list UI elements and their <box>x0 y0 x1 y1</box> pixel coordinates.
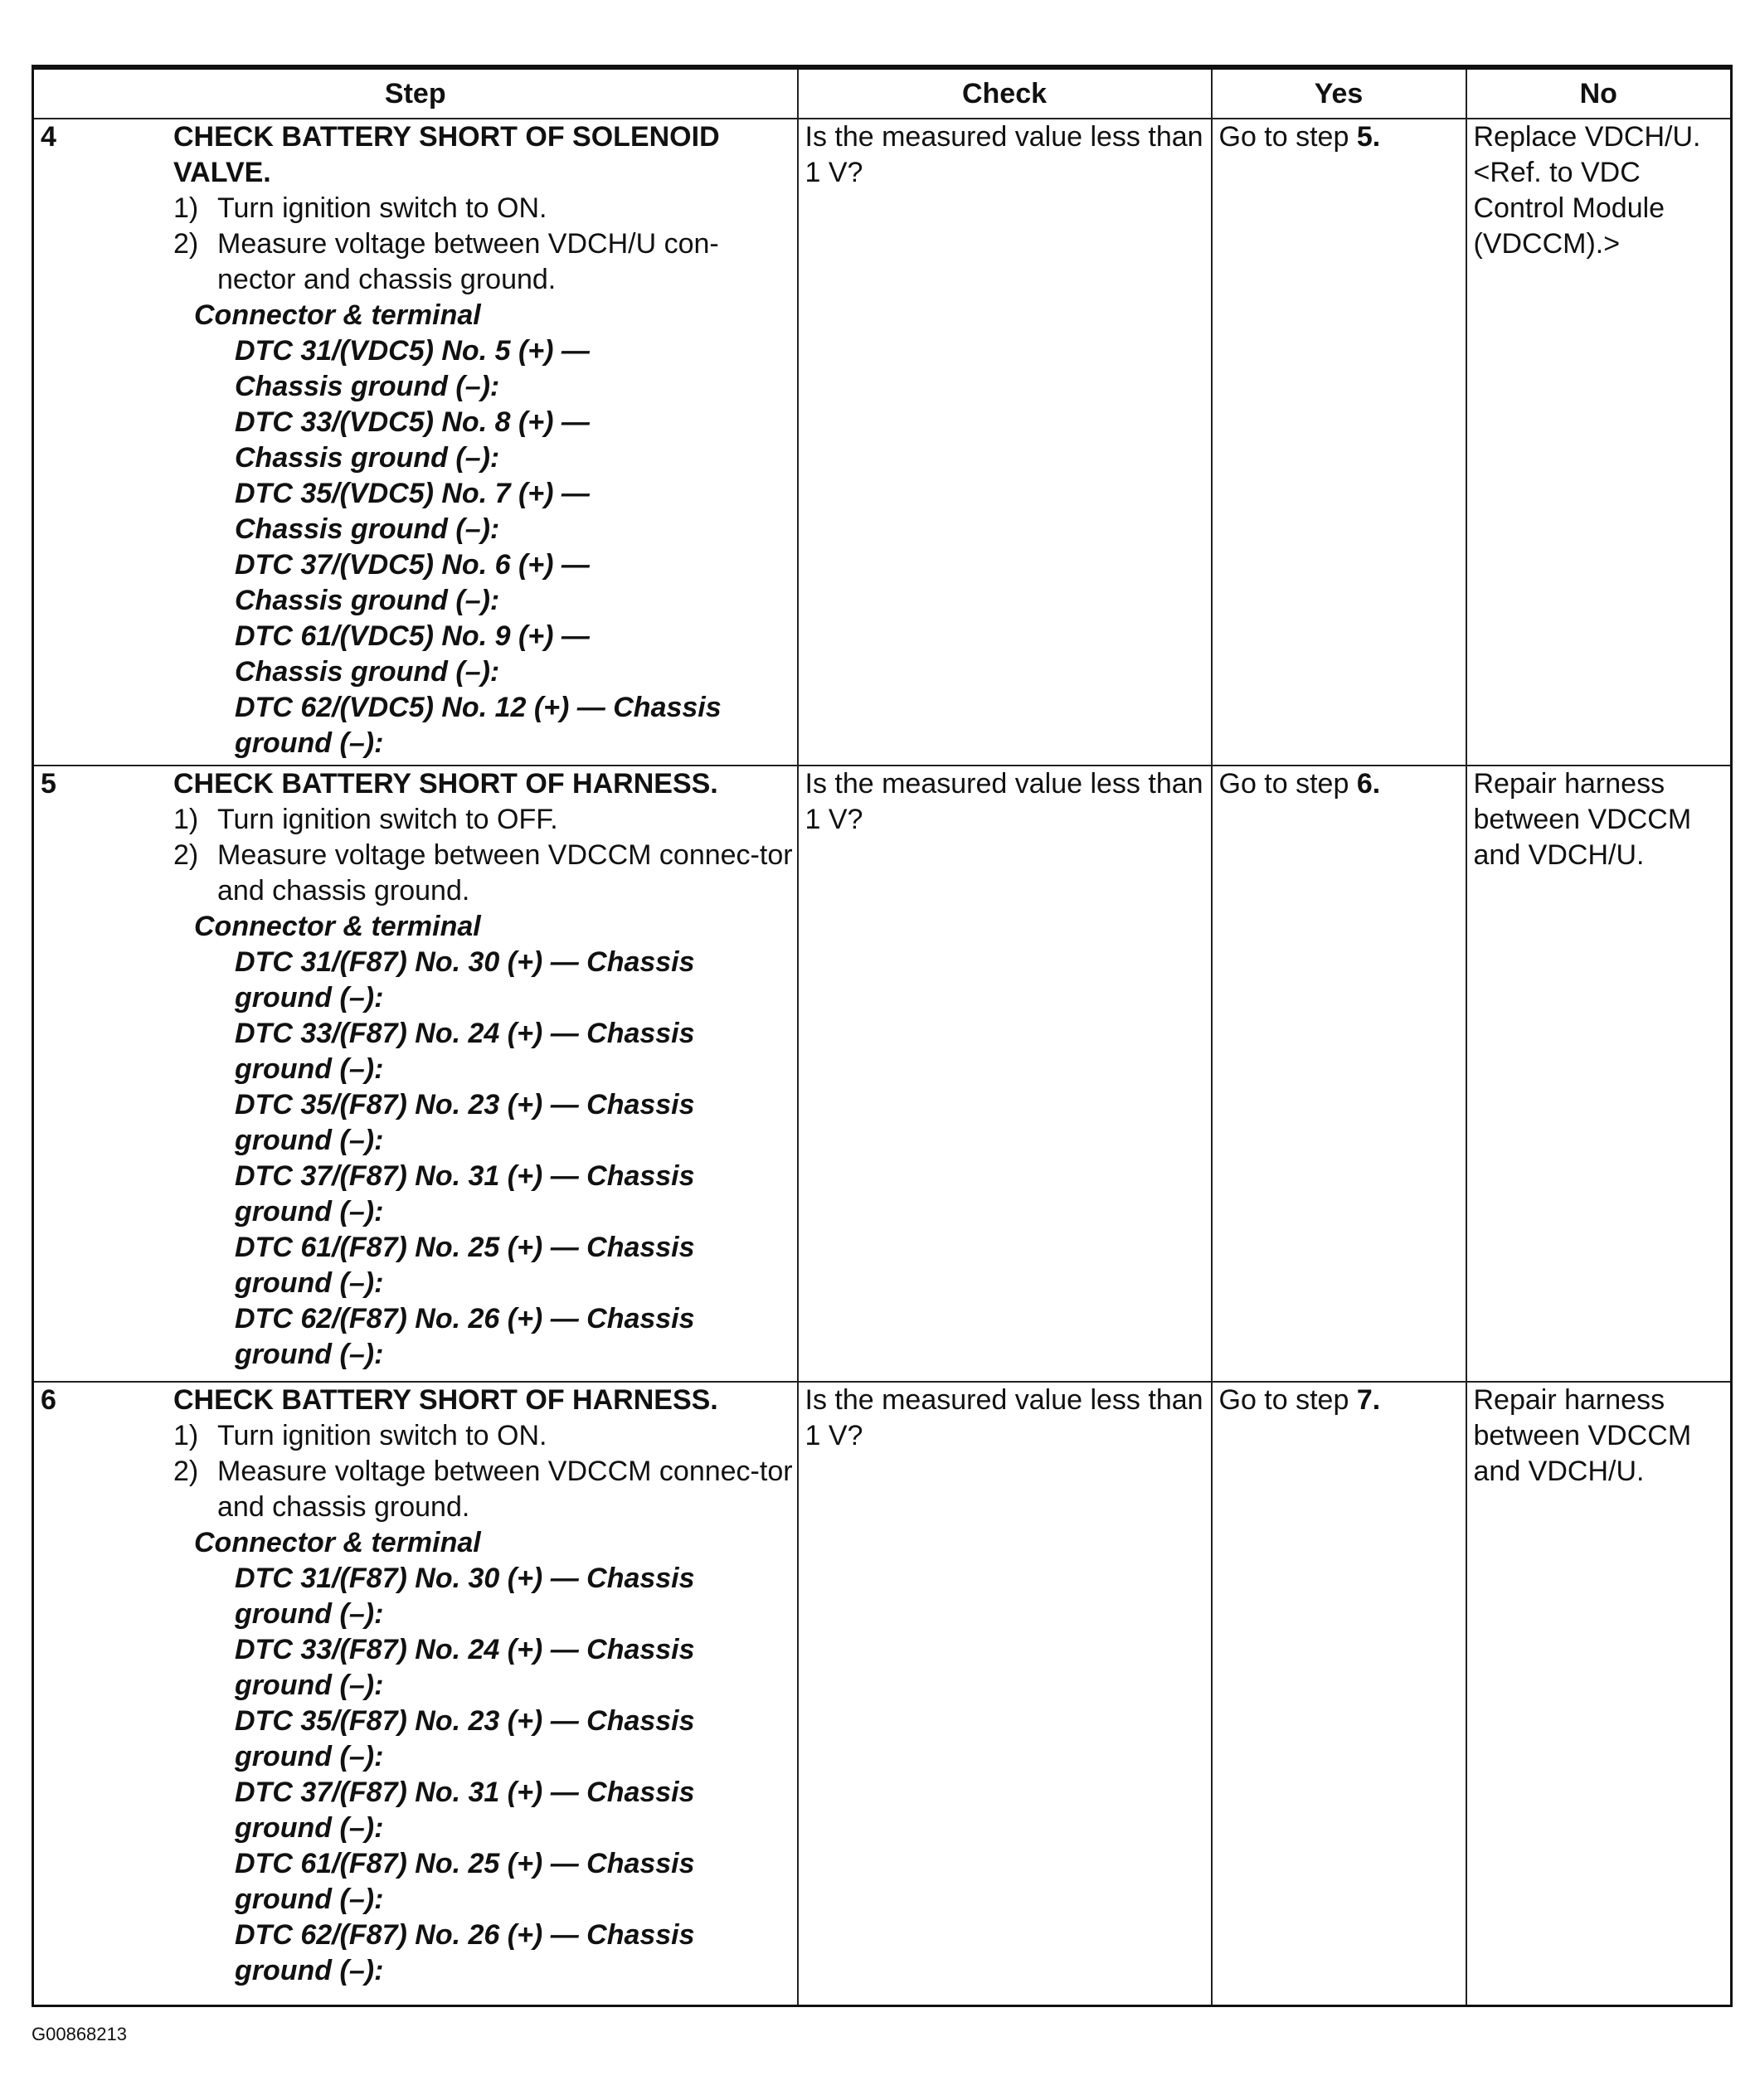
connector-item: DTC 61/(F87) No. 25 (+) — Chassis ground (–): <box>235 1848 695 1915</box>
connector-item: DTC 35/(VDC5) No. 7 (+) — Chassis ground (–): <box>235 478 590 545</box>
no-cell: Replace VDCH/U. <Ref. to VDC Control Module (VDCCM).> <box>1466 119 1732 766</box>
yes-prefix: Go to step <box>1218 1384 1357 1416</box>
step-title: CHECK BATTERY SHORT OF SOLENOID VALVE. <box>173 121 720 188</box>
yes-cell <box>1212 766 1466 1382</box>
instruction <box>173 191 794 226</box>
connector-item: DTC 61/(VDC5) No. 9 (+) — Chassis ground (–): <box>235 620 590 688</box>
header-row <box>33 67 1732 119</box>
connector-item: DTC 35/(F87) No. 23 (+) — Chassis ground (–): <box>235 1089 695 1156</box>
check-cell: Is the measured value less than 1 V? <box>798 119 1212 766</box>
instruction <box>173 1418 794 1454</box>
table-header <box>33 67 1732 119</box>
instruction-number: 1) <box>173 804 199 835</box>
instruction-number: 1) <box>173 192 199 224</box>
yes-step-number: 5. <box>1356 121 1381 153</box>
instruction <box>173 1454 794 1525</box>
step-body <box>173 766 797 1373</box>
instruction <box>173 802 794 838</box>
header-check: Check <box>798 67 1212 119</box>
yes-prefix: Go to step <box>1218 121 1357 153</box>
instruction-text: Turn ignition switch to ON. <box>217 1420 547 1451</box>
connector-item: DTC 62/(F87) No. 26 (+) — Chassis ground (–): <box>235 1919 695 1986</box>
connector-item: DTC 62/(F87) No. 26 (+) — Chassis ground (–): <box>235 1303 695 1370</box>
check-cell: Is the measured value less than 1 V? <box>798 1382 1212 2005</box>
step-number: 6 <box>41 1384 56 1416</box>
yes-prefix: Go to step <box>1218 768 1357 800</box>
step-title: CHECK BATTERY SHORT OF HARNESS. <box>173 768 718 800</box>
yes-cell <box>1212 1382 1466 2005</box>
instruction <box>173 226 794 298</box>
connector-item: DTC 37/(VDC5) No. 6 (+) — Chassis ground (–): <box>235 549 590 616</box>
connector-item: DTC 33/(F87) No. 24 (+) — Chassis ground (–): <box>235 1634 695 1701</box>
no-cell: Repair harness between VDCCM and VDCH/U. <box>1466 766 1732 1382</box>
instruction-text: Measure voltage between VDCCM connec-tor and chassis ground. <box>217 1456 793 1523</box>
connector-item: DTC 33/(VDC5) No. 8 (+) — Chassis ground (–): <box>235 406 590 474</box>
step-cell <box>33 119 798 766</box>
connector-item: DTC 31/(VDC5) No. 5 (+) — Chassis ground (–): <box>235 335 590 402</box>
step-cell <box>33 1382 798 2005</box>
header-step: Step <box>33 67 798 119</box>
document-code: G00868213 <box>32 2024 127 2044</box>
connector-item: DTC 61/(F87) No. 25 (+) — Chassis ground (–): <box>235 1232 695 1299</box>
step-body <box>173 119 797 761</box>
instruction-text: Turn ignition switch to OFF. <box>217 804 558 835</box>
instruction-text: Turn ignition switch to ON. <box>217 192 547 224</box>
yes-cell <box>1212 119 1466 766</box>
header-no: No <box>1466 67 1732 119</box>
table-row <box>33 119 1732 766</box>
yes-step-number: 7. <box>1356 1384 1381 1416</box>
connector-heading: Connector & terminal <box>194 299 481 331</box>
connector-heading: Connector & terminal <box>194 911 481 942</box>
instruction-number: 1) <box>173 1420 199 1451</box>
header-yes: Yes <box>1212 67 1466 119</box>
instruction-text: Measure voltage between VDCH/U con-nector and chassis ground. <box>217 228 719 295</box>
step-number: 5 <box>41 768 56 800</box>
connector-item: DTC 31/(F87) No. 30 (+) — Chassis ground (–): <box>235 946 695 1014</box>
table-row <box>33 1382 1732 2005</box>
table-body <box>33 119 1732 2005</box>
table-row <box>33 766 1732 1382</box>
no-cell: Repair harness between VDCCM and VDCH/U. <box>1466 1382 1732 2005</box>
connector-item: DTC 37/(F87) No. 31 (+) — Chassis ground (–): <box>235 1160 695 1227</box>
diagnostic-table <box>32 65 1733 2007</box>
check-cell: Is the measured value less than 1 V? <box>798 766 1212 1382</box>
connector-item: DTC 31/(F87) No. 30 (+) — Chassis ground (–): <box>235 1563 695 1630</box>
instruction-number: 2) <box>173 1456 199 1487</box>
connector-item: DTC 33/(F87) No. 24 (+) — Chassis ground (–): <box>235 1018 695 1085</box>
instruction-number: 2) <box>173 228 199 260</box>
step-number: 4 <box>41 121 56 153</box>
step-cell <box>33 766 798 1382</box>
instruction <box>173 838 794 909</box>
step-body <box>173 1383 797 1989</box>
instruction-number: 2) <box>173 839 199 871</box>
connector-item: DTC 62/(VDC5) No. 12 (+) — Chassis ground (–): <box>235 692 722 759</box>
connector-item: DTC 35/(F87) No. 23 (+) — Chassis ground (–): <box>235 1705 695 1772</box>
step-title: CHECK BATTERY SHORT OF HARNESS. <box>173 1384 718 1416</box>
instruction-text: Measure voltage between VDCCM connec-tor and chassis ground. <box>217 839 793 907</box>
connector-heading: Connector & terminal <box>194 1527 481 1558</box>
connector-item: DTC 37/(F87) No. 31 (+) — Chassis ground (–): <box>235 1777 695 1844</box>
yes-step-number: 6. <box>1356 768 1381 800</box>
